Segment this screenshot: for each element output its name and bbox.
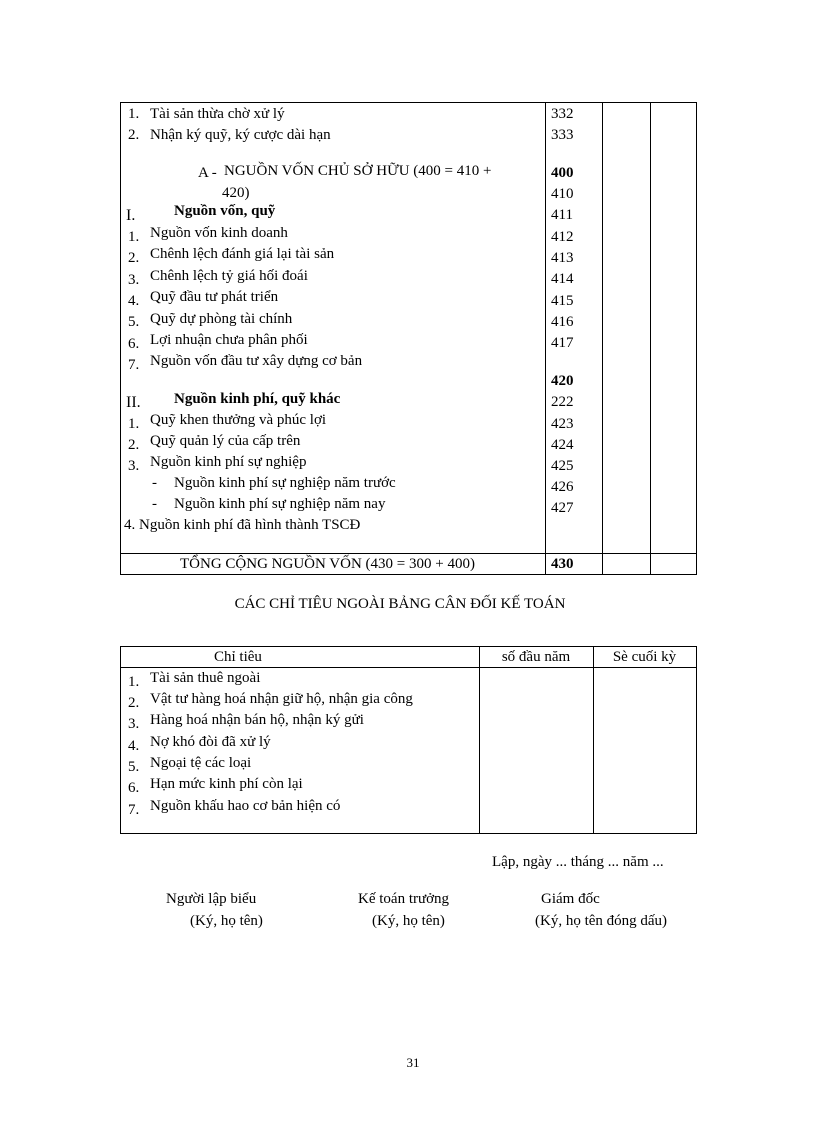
off-balance-title: CÁC CHỈ TIÊU NGOÀI BẢNG CÂN ĐỐI KẾ TOÁN (234, 596, 566, 612)
table-col-divider (593, 646, 594, 834)
row-number: 3. (128, 458, 140, 474)
row-code: 411 (551, 207, 573, 223)
preparer-title: Người lập biểu (166, 891, 257, 907)
row-code: 424 (551, 437, 574, 453)
row-code: 417 (551, 335, 574, 351)
row-code: 427 (551, 500, 574, 516)
row-code: 420 (551, 373, 574, 389)
table-col-divider (545, 102, 546, 575)
row-bullet: - (152, 475, 157, 491)
row-number: 3. (128, 272, 140, 288)
row-number: 2. (128, 437, 140, 453)
accountant-note: (Ký, họ tên) (372, 913, 445, 929)
row-label: Vật tư hàng hoá nhận giữ hộ, nhận gia công (150, 691, 413, 707)
row-code: 416 (551, 314, 574, 330)
row-bullet: - (152, 496, 157, 512)
row-label: Tài sản thuê ngoài (150, 670, 261, 686)
table-top-border (120, 102, 697, 103)
row-code: 425 (551, 458, 574, 474)
row-label: NGUỒN VỐN CHỦ SỞ HỮU (400 = 410 + (224, 163, 492, 179)
row-number: 6. (128, 336, 140, 352)
row-number: 2. (128, 250, 140, 266)
row-number: 1. (128, 674, 140, 690)
row-number: I. (126, 207, 136, 224)
table-right-border (696, 646, 697, 834)
row-label: Nguồn kinh phí sự nghiệp (150, 454, 307, 470)
row-label: Nguồn vốn kinh doanh (150, 225, 288, 241)
row-label: Hạn mức kinh phí còn lại (150, 776, 303, 792)
row-label: Lợi nhuận chưa phân phối (150, 332, 308, 348)
row-code: 414 (551, 271, 574, 287)
preparer-note: (Ký, họ tên) (190, 913, 263, 929)
row-number: 5. (128, 759, 140, 775)
table-right-border (696, 102, 697, 575)
row-number: 4. (128, 738, 140, 754)
row-label: Hàng hoá nhận bán hộ, nhận ký gửi (150, 712, 364, 728)
row-number: 1. (128, 106, 140, 122)
row-code: 412 (551, 229, 574, 245)
row-label: Nguồn vốn, quỹ (174, 203, 276, 219)
table-col-divider (479, 646, 480, 834)
row-label: Tài sản thừa chờ xử lý (150, 106, 285, 122)
row-label: Quỹ quản lý của cấp trên (150, 433, 301, 449)
row-label: 4. Nguồn kinh phí đã hình thành TSCĐ (124, 517, 361, 533)
row-number: 3. (128, 716, 140, 732)
row-label: Ngoại tệ các loại (150, 755, 252, 771)
row-number: II. (126, 394, 141, 411)
table-col-divider (602, 102, 603, 575)
row-code: 415 (551, 293, 574, 309)
row-code: 400 (551, 165, 574, 181)
row-label: Quỹ khen thưởng và phúc lợi (150, 412, 327, 428)
column-header: số đầu năm (501, 649, 571, 665)
row-number: 1. (128, 229, 140, 245)
table-left-border (120, 646, 121, 834)
table-bottom-border (120, 833, 697, 834)
row-code: 413 (551, 250, 574, 266)
row-code: 410 (551, 186, 574, 202)
row-number: 7. (128, 357, 140, 373)
total-code: 430 (551, 556, 574, 572)
row-label: Quỹ đầu tư phát triển (150, 289, 279, 305)
director-note: (Ký, họ tên đóng dấu) (535, 913, 668, 929)
row-code: 222 (551, 394, 574, 410)
row-code: 332 (551, 106, 574, 122)
page-number: 31 (406, 1055, 420, 1070)
director-title: Giám đốc (541, 891, 600, 907)
table-left-border (120, 102, 121, 575)
row-number: 2. (128, 127, 140, 143)
row-number: 6. (128, 780, 140, 796)
row-label: 420) (222, 185, 250, 201)
row-number: A - (198, 165, 217, 181)
row-label: Chênh lệch đánh giá lại tài sản (150, 246, 335, 262)
total-label: TỔNG CỘNG NGUỒN VỐN (430 = 300 + 400) (180, 556, 475, 572)
column-header: Sè cuối kỳ (612, 649, 677, 665)
date-line: Lập, ngày ... tháng ... năm ... (492, 854, 664, 870)
row-number: 5. (128, 314, 140, 330)
row-label: Nguồn vốn đầu tư xây dựng cơ bản (150, 353, 363, 369)
row-label: Nguồn khấu hao cơ bản hiện có (150, 798, 341, 814)
row-number: 4. (128, 293, 140, 309)
row-code: 423 (551, 416, 574, 432)
row-number: 1. (128, 416, 140, 432)
row-label: Quỹ dự phòng tài chính (150, 311, 293, 327)
table-bottom-border (120, 574, 697, 575)
table-col-divider (650, 102, 651, 575)
row-label: Chênh lệch tỷ giá hối đoái (150, 268, 308, 284)
row-label: Nợ khó đòi đã xử lý (150, 734, 271, 750)
column-header: Chỉ tiêu (214, 649, 262, 665)
row-label: Nguồn kinh phí sự nghiệp năm trước (174, 475, 396, 491)
row-number: 2. (128, 695, 140, 711)
row-number: 7. (128, 802, 140, 818)
row-code: 426 (551, 479, 574, 495)
row-label: Nguồn kinh phí sự nghiệp năm nay (174, 496, 386, 512)
accountant-title: Kế toán trưởng (358, 891, 450, 907)
row-label: Nhận ký quỹ, ký cược dài hạn (150, 127, 331, 143)
row-label: Nguồn kinh phí, quỹ khác (174, 391, 341, 407)
row-code: 333 (551, 127, 574, 143)
